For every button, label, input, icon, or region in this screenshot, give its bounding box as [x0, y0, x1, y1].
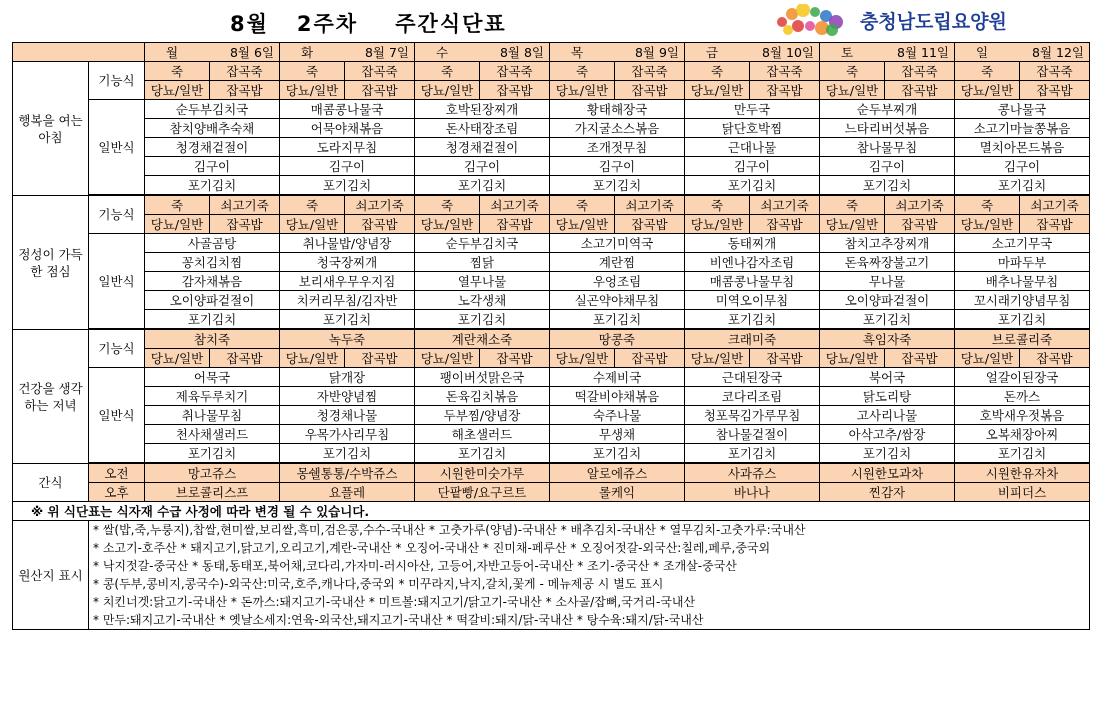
- snack-pm-cell: 바나나: [685, 483, 820, 502]
- porridge-cell: 죽: [145, 196, 210, 215]
- day-date: 8월 8일: [499, 44, 544, 60]
- snack-pm-cell: 단팥빵/요구르트: [415, 483, 550, 502]
- pm-label: 오후: [89, 483, 145, 502]
- menu-item: 노각생채: [415, 291, 550, 310]
- lunch-label: 정성이 가득한 점심: [13, 196, 89, 330]
- menu-item: 도라지무침: [280, 138, 415, 157]
- menu-item: 돈육김치볶음: [415, 387, 550, 406]
- grainrice-cell: 잡곡밥: [885, 349, 955, 368]
- menu-item: 자반양념찜: [280, 387, 415, 406]
- menu-item: 매콤콩나물국: [280, 100, 415, 119]
- menu-item: 돈사태장조림: [415, 119, 550, 138]
- table-row: [13, 138, 1090, 157]
- diabetic-cell: 당뇨/일반: [415, 349, 480, 368]
- porridge-cell: 잡곡죽: [750, 62, 820, 81]
- menu-item: 호박된장찌개: [415, 100, 550, 119]
- menu-item: 순두부찌개: [820, 100, 955, 119]
- functional-label: 기능식: [89, 196, 145, 234]
- porridge-cell: 녹두죽: [280, 330, 415, 349]
- table-row: [13, 272, 1090, 291]
- table-row: [13, 330, 1090, 349]
- porridge-cell: 잡곡죽: [210, 62, 280, 81]
- diabetic-cell: 당뇨/일반: [280, 81, 345, 100]
- day-header: [145, 43, 280, 62]
- functional-label: 기능식: [89, 330, 145, 368]
- grainrice-cell: 잡곡밥: [210, 349, 280, 368]
- day-name: 일: [975, 44, 989, 60]
- table-row: [13, 406, 1090, 425]
- menu-item: 근대나물: [685, 138, 820, 157]
- menu-item: 황태해장국: [550, 100, 685, 119]
- table-row: [13, 310, 1090, 329]
- porridge-cell: 죽: [280, 196, 345, 215]
- menu-item: 미역오이무침: [685, 291, 820, 310]
- menu-item: 포기김치: [685, 176, 820, 195]
- table-row: [13, 502, 1090, 521]
- menu-item: 어묵국: [145, 368, 280, 387]
- menu-item: 사골곰탕: [145, 234, 280, 253]
- menu-item: 꽁치김치찜: [145, 253, 280, 272]
- menu-item: 숙주나물: [550, 406, 685, 425]
- menu-item: 무나물: [820, 272, 955, 291]
- menu-item: 어묵야채볶음: [280, 119, 415, 138]
- menu-item: 소고기미역국: [550, 234, 685, 253]
- menu-item: 포기김치: [550, 444, 685, 463]
- diabetic-cell: 당뇨/일반: [820, 215, 885, 234]
- diabetic-cell: 당뇨/일반: [955, 349, 1020, 368]
- menu-item: 찜닭: [415, 253, 550, 272]
- porridge-cell: 잡곡죽: [1020, 62, 1090, 81]
- porridge-cell: 쇠고기죽: [615, 196, 685, 215]
- breakfast-label: 행복을 여는 아침: [13, 62, 89, 196]
- menu-item: 포기김치: [145, 176, 280, 195]
- menu-item: 포기김치: [280, 176, 415, 195]
- menu-item: 우엉조림: [550, 272, 685, 291]
- menu-item: 천사채샐러드: [145, 425, 280, 444]
- porridge-cell: 브로콜리죽: [955, 330, 1090, 349]
- porridge-cell: 죽: [685, 62, 750, 81]
- menu-item: 청국장찌개: [280, 253, 415, 272]
- porridge-cell: 쇠고기죽: [885, 196, 955, 215]
- table-row: [13, 62, 1090, 81]
- grainrice-cell: 잡곡밥: [615, 349, 685, 368]
- menu-item: 닭도리탕: [820, 387, 955, 406]
- menu-item: 느타리버섯볶음: [820, 119, 955, 138]
- menu-item: 김구이: [415, 157, 550, 176]
- snack-pm-cell: 롤케익: [550, 483, 685, 502]
- grainrice-cell: 잡곡밥: [480, 215, 550, 234]
- menu-item: 포기김치: [820, 444, 955, 463]
- porridge-cell: 죽: [550, 196, 615, 215]
- table-row: [13, 539, 1090, 557]
- porridge-cell: 죽: [820, 196, 885, 215]
- logo-petal: [810, 7, 820, 17]
- diabetic-cell: 당뇨/일반: [145, 349, 210, 368]
- menu-item: 포기김치: [685, 444, 820, 463]
- porridge-cell: 크래미죽: [685, 330, 820, 349]
- porridge-cell: 잡곡죽: [885, 62, 955, 81]
- page-header: [0, 0, 1100, 42]
- menu-item: 포기김치: [145, 444, 280, 463]
- snack-pm-cell: 비피더스: [955, 483, 1090, 502]
- grainrice-cell: 잡곡밥: [885, 81, 955, 100]
- day-header: [820, 43, 955, 62]
- origin-line: * 콩(두부,콩비지,콩국수)-외국산:미국,호주,캐나다,중국외 * 미꾸라지,낙지,갈치,꽃게 - 메뉴제공 시 별도 표시: [89, 575, 1090, 593]
- porridge-cell: 죽: [415, 62, 480, 81]
- menu-item: 오이양파겉절이: [145, 291, 280, 310]
- diabetic-cell: 당뇨/일반: [415, 81, 480, 100]
- menu-item: 두부찜/양념장: [415, 406, 550, 425]
- table-row: [13, 387, 1090, 406]
- diabetic-cell: 당뇨/일반: [685, 349, 750, 368]
- grainrice-cell: 잡곡밥: [1020, 81, 1090, 100]
- menu-item: 코다리조림: [685, 387, 820, 406]
- diabetic-cell: 당뇨/일반: [550, 81, 615, 100]
- menu-item: 호박새우젓볶음: [955, 406, 1090, 425]
- menu-body: [13, 43, 1090, 630]
- grainrice-cell: 잡곡밥: [1020, 349, 1090, 368]
- grainrice-cell: 잡곡밥: [210, 81, 280, 100]
- table-row: [13, 253, 1090, 272]
- table-row: [13, 234, 1090, 253]
- diabetic-cell: 당뇨/일반: [145, 215, 210, 234]
- porridge-cell: 쇠고기죽: [345, 196, 415, 215]
- table-row: [13, 157, 1090, 176]
- porridge-cell: 쇠고기죽: [480, 196, 550, 215]
- menu-item: 비엔나감자조림: [685, 253, 820, 272]
- table-row: [13, 575, 1090, 593]
- menu-item: 포기김치: [550, 310, 685, 329]
- menu-item: 동태찌개: [685, 234, 820, 253]
- menu-item: 청경채겉절이: [145, 138, 280, 157]
- day-date: 8월 11일: [897, 44, 949, 60]
- snack-am-cell: 망고쥬스: [145, 464, 280, 483]
- diabetic-cell: 당뇨/일반: [685, 215, 750, 234]
- menu-item: 팽이버섯맑은국: [415, 368, 550, 387]
- table-row: [13, 119, 1090, 138]
- table-row: [13, 464, 1090, 483]
- menu-item: 무생채: [550, 425, 685, 444]
- menu-item: 취나물밥/양념장: [280, 234, 415, 253]
- menu-item: 청경채나물: [280, 406, 415, 425]
- table-row: [13, 425, 1090, 444]
- menu-item: 고사리나물: [820, 406, 955, 425]
- menu-item: 포기김치: [955, 444, 1090, 463]
- table-row: [13, 444, 1090, 463]
- table-row: [13, 100, 1090, 119]
- diabetic-cell: 당뇨/일반: [685, 81, 750, 100]
- porridge-cell: 죽: [820, 62, 885, 81]
- menu-item: 김구이: [280, 157, 415, 176]
- day-date: 8월 9일: [634, 44, 679, 60]
- grainrice-cell: 잡곡밥: [750, 81, 820, 100]
- day-header: [550, 43, 685, 62]
- menu-item: 순두부김치국: [145, 100, 280, 119]
- porridge-cell: 참치죽: [145, 330, 280, 349]
- porridge-cell: 계란채소죽: [415, 330, 550, 349]
- porridge-cell: 죽: [145, 62, 210, 81]
- porridge-cell: 쇠고기죽: [750, 196, 820, 215]
- menu-item: 포기김치: [415, 176, 550, 195]
- am-label: 오전: [89, 464, 145, 483]
- menu-item: 조개젓무침: [550, 138, 685, 157]
- menu-item: 참치양배추숙채: [145, 119, 280, 138]
- menu-item: 콩나물국: [955, 100, 1090, 119]
- diabetic-cell: 당뇨/일반: [955, 215, 1020, 234]
- grainrice-cell: 잡곡밥: [480, 349, 550, 368]
- grainrice-cell: 잡곡밥: [1020, 215, 1090, 234]
- menu-item: 돈까스: [955, 387, 1090, 406]
- porridge-cell: 죽: [415, 196, 480, 215]
- table-row: [13, 349, 1090, 368]
- table-row: [13, 483, 1090, 502]
- menu-item: 오복채장아찌: [955, 425, 1090, 444]
- snack-pm-cell: 브로콜리스프: [145, 483, 280, 502]
- snack-am-cell: 사과쥬스: [685, 464, 820, 483]
- menu-item: 오이양파겉절이: [820, 291, 955, 310]
- menu-item: 참나물겉절이: [685, 425, 820, 444]
- logo-petal: [783, 25, 793, 35]
- menu-item: 순두부김치국: [415, 234, 550, 253]
- day-name: 금: [705, 44, 719, 60]
- logo-petal: [777, 17, 787, 27]
- grainrice-cell: 잡곡밥: [615, 81, 685, 100]
- table-row: [13, 521, 1090, 540]
- menu-item: 취나물무침: [145, 406, 280, 425]
- origin-line: * 낙지젓갈-중국산 * 동태,동태포,북어채,코다리,가자미-러시아산, 고등어,자반고등어-국내산 * 조기-중국산 * 조개살-중국산: [89, 557, 1090, 575]
- day-header: [415, 43, 550, 62]
- menu-item: 북어국: [820, 368, 955, 387]
- snack-pm-cell: 요플레: [280, 483, 415, 502]
- menu-item: 떡갈비야채볶음: [550, 387, 685, 406]
- diabetic-cell: 당뇨/일반: [820, 81, 885, 100]
- table-row: [13, 176, 1090, 195]
- menu-item: 얼갈이된장국: [955, 368, 1090, 387]
- grainrice-cell: 잡곡밥: [615, 215, 685, 234]
- menu-item: 포기김치: [415, 310, 550, 329]
- menu-item: 닭단호박찜: [685, 119, 820, 138]
- day-name: 목: [570, 44, 584, 60]
- grainrice-cell: 잡곡밥: [345, 215, 415, 234]
- general-label: 일반식: [89, 100, 145, 195]
- menu-item: 참치고추장찌개: [820, 234, 955, 253]
- day-date: 8월 6일: [229, 44, 274, 60]
- logo-petal: [796, 4, 810, 17]
- porridge-cell: 흑임자죽: [820, 330, 955, 349]
- snack-am-cell: 시원한미숫가루: [415, 464, 550, 483]
- logo-text: 충청남도립요양원: [860, 10, 1007, 33]
- grainrice-cell: 잡곡밥: [750, 215, 820, 234]
- menu-item: 해초샐러드: [415, 425, 550, 444]
- menu-item: 김구이: [820, 157, 955, 176]
- table-row: [13, 196, 1090, 215]
- menu-item: 근대된장국: [685, 368, 820, 387]
- menu-item: 멸치아몬드볶음: [955, 138, 1090, 157]
- menu-item: 청포묵김가루무침: [685, 406, 820, 425]
- day-header: [280, 43, 415, 62]
- porridge-cell: 잡곡죽: [480, 62, 550, 81]
- porridge-cell: 잡곡죽: [615, 62, 685, 81]
- menu-item: 포기김치: [550, 176, 685, 195]
- menu-item: 포기김치: [415, 444, 550, 463]
- menu-item: 소고기마늘쫑볶음: [955, 119, 1090, 138]
- day-date: 8월 12일: [1032, 44, 1084, 60]
- snack-pm-cell: 찐감자: [820, 483, 955, 502]
- menu-item: 포기김치: [820, 310, 955, 329]
- corner-cell: [13, 43, 145, 62]
- table-row: [13, 557, 1090, 575]
- menu-item: 김구이: [550, 157, 685, 176]
- menu-item: 포기김치: [820, 176, 955, 195]
- menu-item: 제육두루치기: [145, 387, 280, 406]
- grainrice-cell: 잡곡밥: [480, 81, 550, 100]
- snack-am-cell: 시원한유자차: [955, 464, 1090, 483]
- menu-item: 감자채볶음: [145, 272, 280, 291]
- functional-label: 기능식: [89, 62, 145, 100]
- grainrice-cell: 잡곡밥: [210, 215, 280, 234]
- origin-line: * 만두:돼지고기-국내산 * 옛날소세지:연육-외국산,돼지고기-국내산 * 떡갈비:돼지/닭-국내산 * 탕수육:돼지/닭-국내산: [89, 611, 1090, 630]
- grainrice-cell: 잡곡밥: [885, 215, 955, 234]
- diabetic-cell: 당뇨/일반: [550, 349, 615, 368]
- menu-item: 포기김치: [280, 444, 415, 463]
- porridge-cell: 죽: [955, 196, 1020, 215]
- menu-item: 마파두부: [955, 253, 1090, 272]
- general-label: 일반식: [89, 368, 145, 463]
- logo-petal: [792, 20, 804, 32]
- menu-item: 매콤콩나물무침: [685, 272, 820, 291]
- snack-am-cell: 알로에쥬스: [550, 464, 685, 483]
- day-date: 8월 7일: [364, 44, 409, 60]
- menu-item: 수제비국: [550, 368, 685, 387]
- day-header: [685, 43, 820, 62]
- day-name: 월: [165, 44, 179, 60]
- diabetic-cell: 당뇨/일반: [820, 349, 885, 368]
- porridge-cell: 죽: [685, 196, 750, 215]
- porridge-cell: 죽: [955, 62, 1020, 81]
- table-row: [13, 368, 1090, 387]
- menu-item: 닭개장: [280, 368, 415, 387]
- porridge-cell: 잡곡죽: [345, 62, 415, 81]
- page-title: 8월 2주차 주간식단표: [230, 12, 507, 36]
- porridge-cell: 죽: [550, 62, 615, 81]
- diabetic-cell: 당뇨/일반: [145, 81, 210, 100]
- snack-am-cell: 몽쉘통통/수박쥬스: [280, 464, 415, 483]
- notice-text: ※ 위 식단표는 식자재 수급 사정에 따라 변경 될 수 있습니다.: [13, 502, 1090, 521]
- porridge-cell: 죽: [280, 62, 345, 81]
- menu-item: 우목가사리무침: [280, 425, 415, 444]
- menu-item: 김구이: [955, 157, 1090, 176]
- logo-petal: [826, 24, 838, 36]
- menu-item: 포기김치: [280, 310, 415, 329]
- day-name: 수: [435, 44, 449, 60]
- diabetic-cell: 당뇨/일반: [280, 349, 345, 368]
- menu-item: 배추나물무침: [955, 272, 1090, 291]
- menu-item: 돈육짜장불고기: [820, 253, 955, 272]
- menu-item: 계란찜: [550, 253, 685, 272]
- weekly-menu-table: [12, 42, 1090, 630]
- menu-item: 치커리무침/김자반: [280, 291, 415, 310]
- grainrice-cell: 잡곡밥: [345, 81, 415, 100]
- menu-item: 열무나물: [415, 272, 550, 291]
- table-row: [13, 291, 1090, 310]
- table-row: [13, 215, 1090, 234]
- grainrice-cell: 잡곡밥: [345, 349, 415, 368]
- menu-item: 포기김치: [145, 310, 280, 329]
- diabetic-cell: 당뇨/일반: [280, 215, 345, 234]
- snack-am-cell: 시원한모과차: [820, 464, 955, 483]
- diabetic-cell: 당뇨/일반: [415, 215, 480, 234]
- menu-item: 가지굴소스볶음: [550, 119, 685, 138]
- general-label: 일반식: [89, 234, 145, 329]
- menu-item: 포기김치: [955, 310, 1090, 329]
- menu-item: 보리새우무우지짐: [280, 272, 415, 291]
- diabetic-cell: 당뇨/일반: [550, 215, 615, 234]
- menu-item: 포기김치: [685, 310, 820, 329]
- menu-item: 참나물무침: [820, 138, 955, 157]
- table-row: [13, 611, 1090, 630]
- flower-logo-icon: [770, 4, 856, 36]
- menu-item: 김구이: [145, 157, 280, 176]
- menu-item: 소고기무국: [955, 234, 1090, 253]
- menu-item: 청경채겉절이: [415, 138, 550, 157]
- day-header: [955, 43, 1090, 62]
- origin-line: * 소고기-호주산 * 돼지고기,닭고기,오리고기,계란-국내산 * 오징어-국내산 * 진미채-페루산 * 오징어젓갈-외국산:칠레,페루,중국외: [89, 539, 1090, 557]
- table-row: [13, 81, 1090, 100]
- dinner-label: 건강을 생각하는 저녁: [13, 330, 89, 464]
- grainrice-cell: 잡곡밥: [750, 349, 820, 368]
- menu-item: 만두국: [685, 100, 820, 119]
- table-row: [13, 593, 1090, 611]
- menu-item: 실곤약야채무침: [550, 291, 685, 310]
- menu-item: 꼬시래기양념무침: [955, 291, 1090, 310]
- table-row: [13, 43, 1090, 62]
- snack-label: 간식: [13, 464, 89, 502]
- porridge-cell: 땅콩죽: [550, 330, 685, 349]
- day-date: 8월 10일: [762, 44, 814, 60]
- logo: [770, 4, 1007, 36]
- origin-label: 원산지 표시: [13, 521, 89, 630]
- menu-item: 아삭고추/쌈장: [820, 425, 955, 444]
- day-name: 토: [840, 44, 854, 60]
- menu-item: 포기김치: [955, 176, 1090, 195]
- porridge-cell: 쇠고기죽: [210, 196, 280, 215]
- diabetic-cell: 당뇨/일반: [955, 81, 1020, 100]
- day-name: 화: [300, 44, 314, 60]
- origin-line: * 쌀(밥,죽,누룽지),찹쌀,현미쌀,보리쌀,흑미,검은콩,수수-국내산 * 고춧가루(양념)-국내산 * 배추김치-국내산 * 열무김치-고춧가루:국내산: [89, 521, 1090, 540]
- logo-petal: [805, 21, 815, 31]
- menu-item: 김구이: [685, 157, 820, 176]
- origin-line: * 치킨너겟:닭고기-국내산 * 돈까스:돼지고기-국내산 * 미트볼:돼지고기/닭고기-국내산 * 소사골/잡뼈,국거리-국내산: [89, 593, 1090, 611]
- porridge-cell: 쇠고기죽: [1020, 196, 1090, 215]
